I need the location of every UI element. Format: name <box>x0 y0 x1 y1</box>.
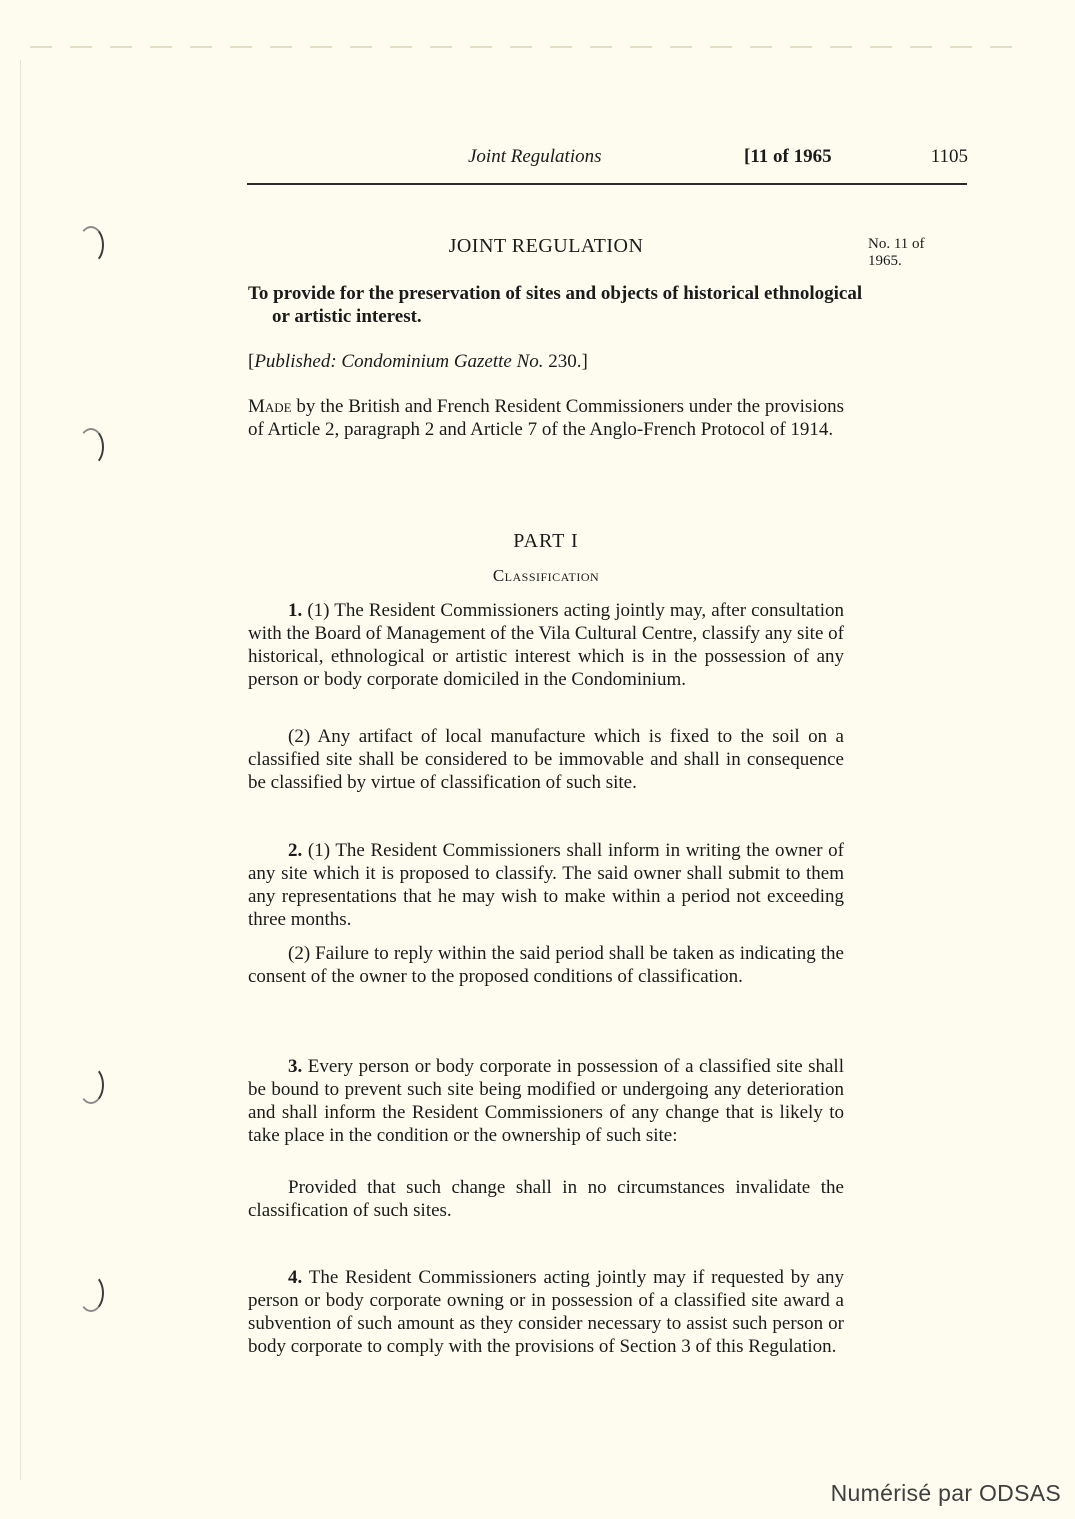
section-3 <box>248 1055 844 1147</box>
part-subtitle: Classification <box>492 566 600 585</box>
running-head <box>248 146 968 172</box>
running-title: Joint Regulations <box>468 146 602 167</box>
header-rule <box>247 183 967 185</box>
section-3-proviso <box>248 1176 844 1222</box>
publication-open-bracket: [ <box>248 351 255 372</box>
publication-number: 230.] <box>543 351 588 372</box>
section-1-subsection-1 <box>248 599 844 691</box>
section-3-text: Every person or body corporate in possession of a classified site shall be bound to prevent such site being modified or undergoing any deterioration and shall inform the Resident Commissioners of any change that is likely to take place in the condition or the ownership of such site: <box>248 1056 844 1146</box>
section-4-number: 4. <box>288 1267 303 1288</box>
section-2-text: (1) The Resident Commissioners shall inform in writing the owner of any site which it is proposed to classify. The said owner shall submit to them any representations that he may wish to make within a period not exceeding three months. <box>248 840 844 930</box>
scan-credit: Numérisé par ODSAS <box>830 1480 1061 1506</box>
scan-artifact-line <box>30 46 1030 48</box>
section-4-text: The Resident Commissioners acting jointly may if requested by any person or body corporate owning or in possession of a classified site award a subvention of such amount as they consider necessary to assist such person or body corporate to comply with the provisions of Section 3 of this Regulation. <box>248 1267 844 1357</box>
section-2-subsection-2-text: (2) Failure to reply within the said period shall be taken as indicating the consent of the owner to the proposed conditions of classification. <box>248 943 844 987</box>
page-edge <box>20 60 21 1480</box>
section-1-text: (1) The Resident Commissioners acting jointly may, after consultation with the Board of Management of the Vila Cultural Centre, classify any site of historical, ethnological or artistic interest which is in the possession of any person or body corporate domiciled in the Condominium. <box>248 600 844 690</box>
section-3-proviso-text: Provided that such change shall in no circumstances invalidate the classification of such sites. <box>248 1177 844 1221</box>
publication-source: Published: Condominium Gazette No. <box>254 351 544 372</box>
regulation-heading: JOINT REGULATION <box>448 235 644 257</box>
margin-note-line-2: 1965. <box>868 253 902 269</box>
running-act-number: [11 of 1965 <box>744 146 832 167</box>
section-2-subsection-1 <box>248 839 844 931</box>
long-title: To provide for the preservation of sites and objects of historical ethnological or artistic interest. <box>248 283 863 327</box>
section-1-number: 1. <box>288 600 303 621</box>
margin-note-line-1: No. 11 of <box>868 236 925 252</box>
section-1-subsection-2-text: (2) Any artifact of local manufacture which is fixed to the soil on a classified site shall be considered to be immovable and shall in consequence be classified by virtue of classification of such site. <box>248 726 844 793</box>
punch-hole-3 <box>78 1066 104 1104</box>
enactment-clause <box>248 395 844 441</box>
margin-note <box>868 236 978 270</box>
publication-note <box>248 350 844 373</box>
punch-hole-2 <box>78 428 104 466</box>
section-1-subsection-2 <box>248 725 844 794</box>
section-2-subsection-2 <box>248 942 844 988</box>
section-2-number: 2. <box>288 840 303 861</box>
section-4 <box>248 1266 844 1358</box>
punch-hole-4 <box>78 1274 104 1312</box>
enactment-lead: Made <box>248 396 292 417</box>
punch-hole-1 <box>78 226 104 264</box>
section-3-number: 3. <box>288 1056 303 1077</box>
page-number: 1105 <box>930 146 968 167</box>
part-title: PART I <box>513 530 579 552</box>
enactment-text: by the British and French Resident Commissioners under the provisions of Article 2, paragraph 2 and Article 7 of the Anglo-French Protocol of 1914. <box>248 396 844 440</box>
